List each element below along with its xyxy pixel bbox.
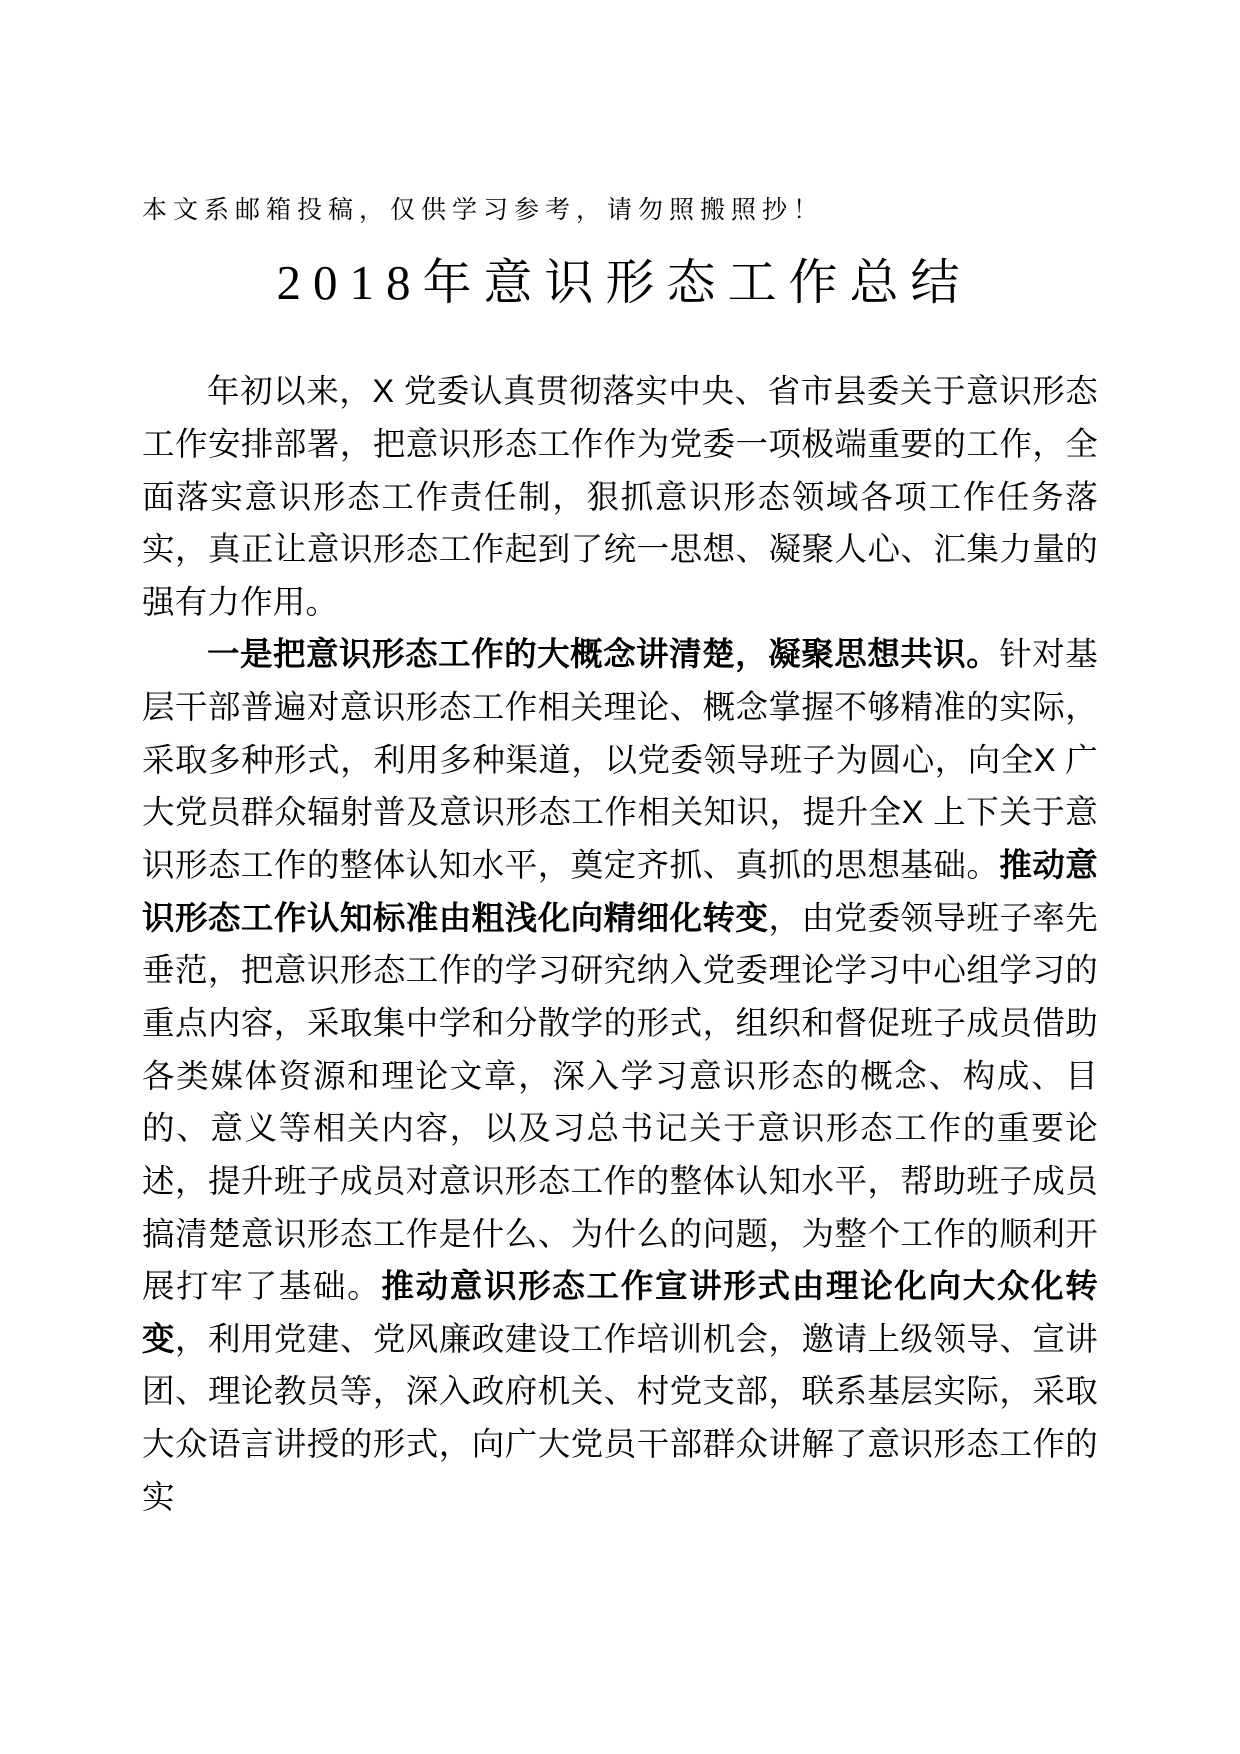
emphasis-run: 推动意识形态工作认知标准由粗浅化向精细化转变 (142, 847, 1098, 936)
submission-notice: 本文系邮箱投稿，仅供学习参考，请勿照搬照抄！ (142, 197, 825, 224)
text-run: 年初以来，X 党委认真贯彻落实中央、省市县委关于意识形态工作安排部署，把意识形态工作作为党委一项极端重要的工作，全面落实意识形态工作责任制，狠抓意识形态领域各项工作任务落实，真正让意识形态工作起到了统一思想、凝聚人心、汇集力量的强有力作用。 (142, 373, 1098, 620)
emphasis-run: 一是把意识形态工作的大概念讲清楚，凝聚思想共识。 (207, 636, 1000, 673)
page-title: 2018年意识形态工作总结 (276, 255, 972, 310)
document-body (142, 365, 1098, 1523)
text-run: ，由党委领导班子率先垂范，把意识形态工作的学习研究纳入党委理论学习中心组学习的重点内容，采取集中学和分散学的形式，组织和督促班子成员借助各类媒体资源和理论文章，深入学习意识形态的概念、构成、目的、意义等相关内容，以及习总书记关于意识形态工作的重要论述，提升班子成员对意识形态工作的整体认知水平，帮助班子成员搞清楚意识形态工作是什么、为什么的问题，为整个工作的顺利开展打牢了基础。 (142, 899, 1098, 1305)
paragraph-1 (142, 365, 1098, 628)
text-run: ，利用党建、党风廉政建设工作培训机会，邀请上级领导、宣讲团、理论教员等，深入政府机关、村党支部，联系基层实际，采取大众语言讲授的形式，向广大党员干部群众讲解了意识形态工作的实 (142, 1320, 1098, 1515)
emphasis-run: 推动意识形态工作宣讲形式由理论化向大众化转变 (142, 1268, 1098, 1357)
text-run: 针对基层干部普遍对意识形态工作相关理论、概念掌握不够精准的实际，采取多种形式，利用多种渠道，以党委领导班子为圆心，向全X 广大党员群众辐射普及意识形态工作相关知识，提升全X 上下关于意识形态工作的整体认知水平，奠定齐抓、真抓的思想基础。 (142, 636, 1098, 884)
paragraph-2 (142, 628, 1098, 1523)
